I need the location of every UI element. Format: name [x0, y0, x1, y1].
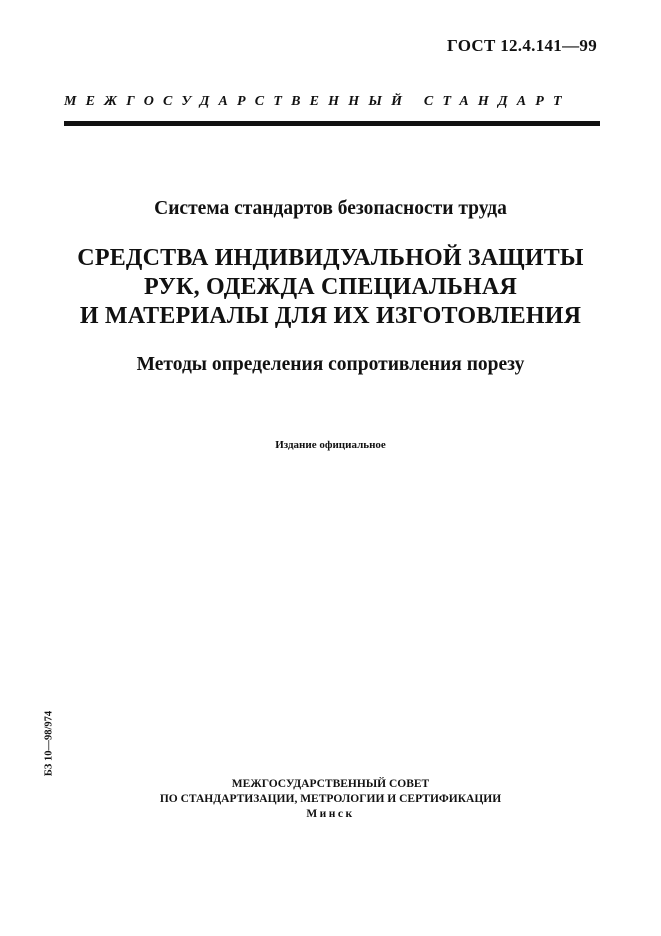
main-title	[0, 244, 661, 331]
interstate-standard-label: МЕЖГОСУДАРСТВЕННЫЙ СТАНДАРТ	[64, 94, 571, 109]
header-divider	[64, 121, 600, 126]
document-code: ГОСТ 12.4.141—99	[447, 36, 597, 55]
publisher-city: Минск	[306, 808, 355, 820]
publisher-line-2: ПО СТАНДАРТИЗАЦИИ, МЕТРОЛОГИИ И СЕРТИФИКАЦИИ	[159, 793, 502, 805]
standards-series-title: Система стандартов безопасности труда	[154, 198, 507, 219]
publisher-block	[0, 777, 661, 822]
main-title-line-1: СРЕДСТВА ИНДИВИДУАЛЬНОЙ ЗАЩИТЫ	[77, 245, 584, 271]
edition-label: Издание официальное	[275, 439, 386, 451]
subtitle: Методы определения сопротивления порезу	[136, 354, 525, 375]
side-registration-code: БЗ 10—98/974	[43, 710, 55, 777]
main-title-line-3: И МАТЕРИАЛЫ ДЛЯ ИХ ИЗГОТОВЛЕНИЯ	[79, 303, 582, 329]
publisher-line-1: МЕЖГОСУДАРСТВЕННЫЙ СОВЕТ	[231, 778, 430, 790]
main-title-line-2: РУК, ОДЕЖДА СПЕЦИАЛЬНАЯ	[143, 274, 517, 300]
